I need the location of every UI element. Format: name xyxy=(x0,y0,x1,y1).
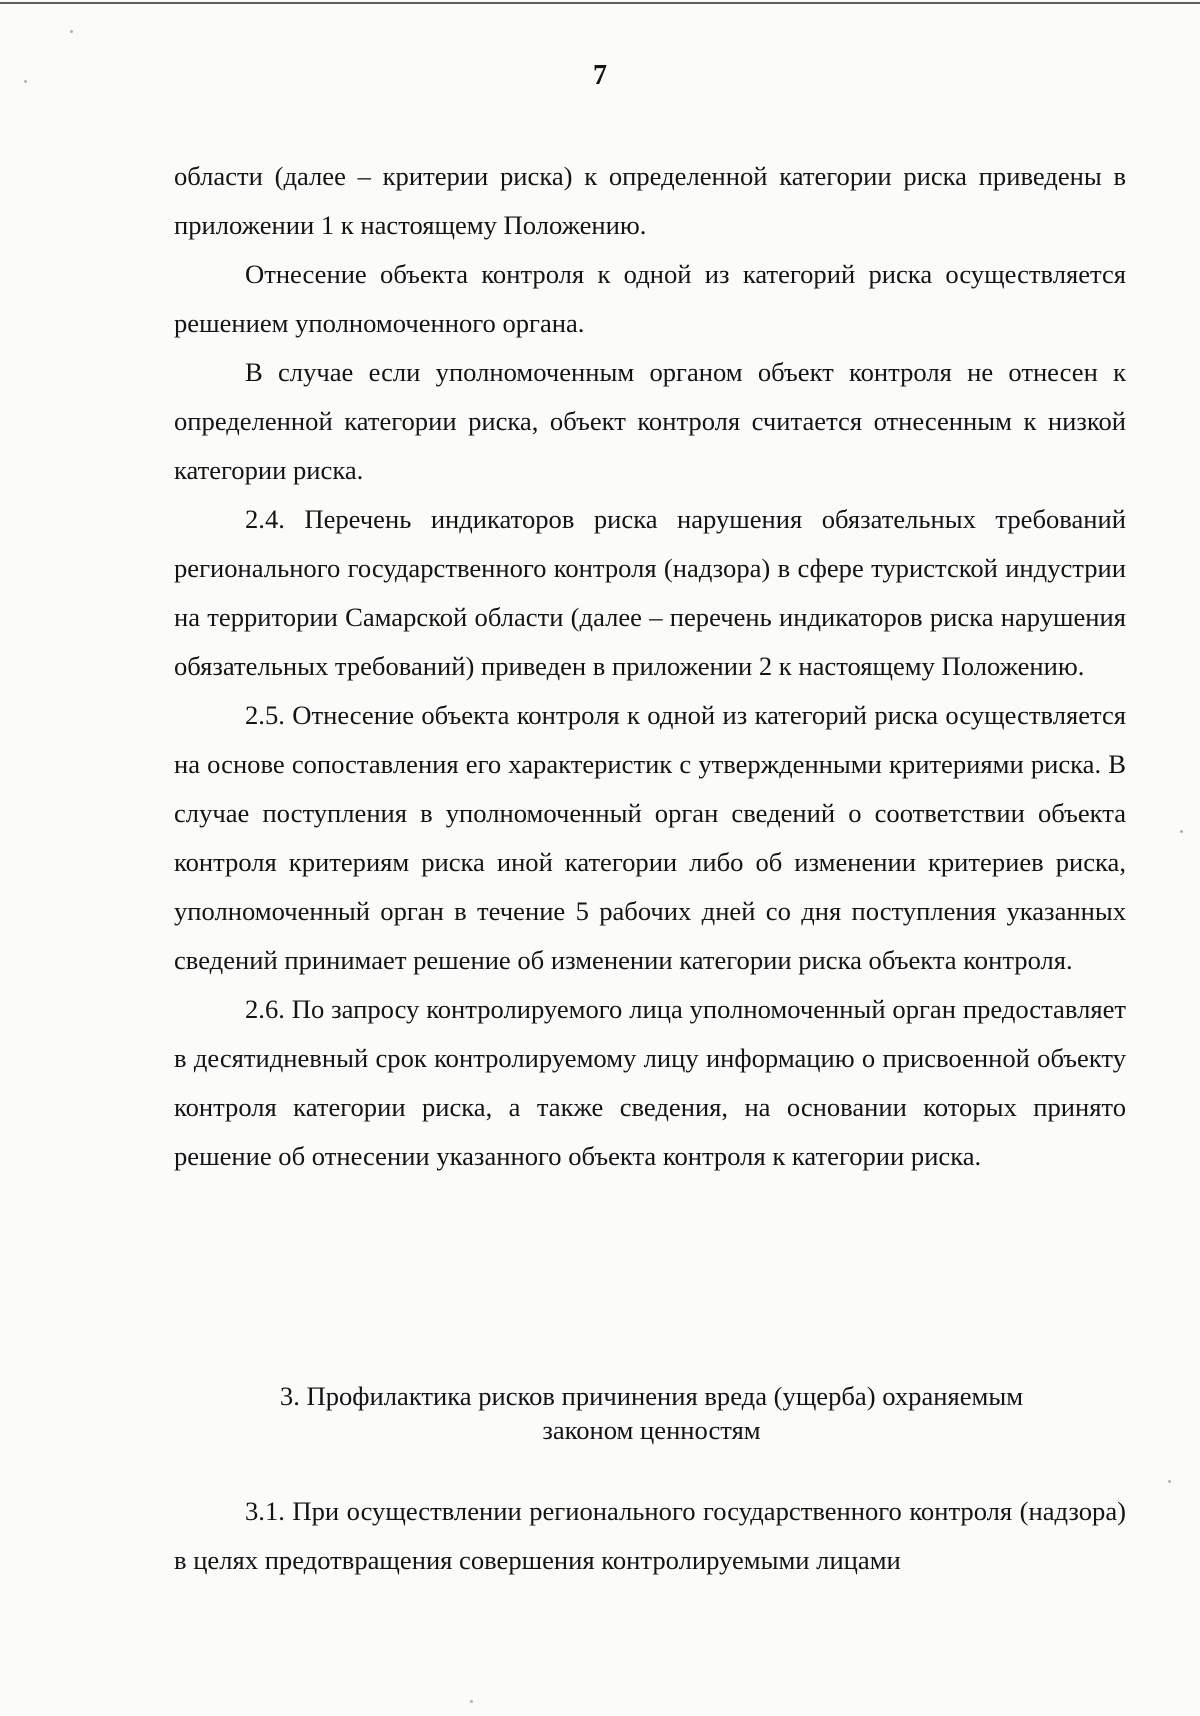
section-3-text xyxy=(174,1487,1126,1585)
paragraph-3-1: 3.1. При осуществлении регионального государственного контроля (надзора) в целях предотвращения совершения контролируемыми лицами xyxy=(174,1496,1126,1575)
body-text xyxy=(174,152,1126,1181)
scan-speck xyxy=(70,30,73,33)
paragraph-2-6: 2.6. По запросу контролируемого лица уполномоченный орган предоставляет в десятидневный срок контролируемому лицу информацию о присвоенной объекту контроля категории риска, а также сведения, на основании которых принято решение об отнесении указанного объекта контроля к категории риска. xyxy=(174,994,1126,1171)
scan-speck xyxy=(24,80,27,83)
section-heading xyxy=(174,1379,1129,1447)
paragraph-2-4: 2.4. Перечень индикаторов риска нарушения обязательных требований регионального государственного контроля (надзора) в сфере туристской индустрии на территории Самарской области (далее – перечень индикаторов риска нарушения обязательных требований) приведен в приложении 2 к настоящему Положению. xyxy=(174,504,1126,681)
section-heading-line-1: 3. Профилактика рисков причинения вреда (ущерба) охраняемым xyxy=(279,1381,1024,1411)
scan-edge-line xyxy=(0,2,1200,4)
scan-speck xyxy=(1180,830,1183,833)
page-number: 7 xyxy=(593,60,607,91)
paragraph-2-5: 2.5. Отнесение объекта контроля к одной из категорий риска осуществляется на основе сопоставления его характеристик с утвержденными критериями риска. В случае поступления в уполномоченный орган сведений о соответствии объекта контроля критериям риска иной категории либо об изменении критериев риска, уполномоченный орган в течение 5 рабочих дней со дня поступления указанных сведений принимает решение об изменении категории риска объекта контроля. xyxy=(174,700,1126,975)
scan-speck xyxy=(470,1700,473,1703)
paragraph-risk-assignment: Отнесение объекта контроля к одной из категорий риска осуществляется решением уполномоченного органа. xyxy=(174,259,1126,338)
paragraph-low-risk-default: В случае если уполномоченным органом объект контроля не отнесен к определенной категории риска, объект контроля считается отнесенным к низкой категории риска. xyxy=(174,357,1126,485)
section-heading-line-2: законом ценностям xyxy=(542,1415,761,1445)
scan-speck xyxy=(1168,1480,1171,1483)
paragraph-continuation: области (далее – критерии риска) к определенной категории риска приведены в приложении 1 к настоящему Положению. xyxy=(174,161,1126,240)
